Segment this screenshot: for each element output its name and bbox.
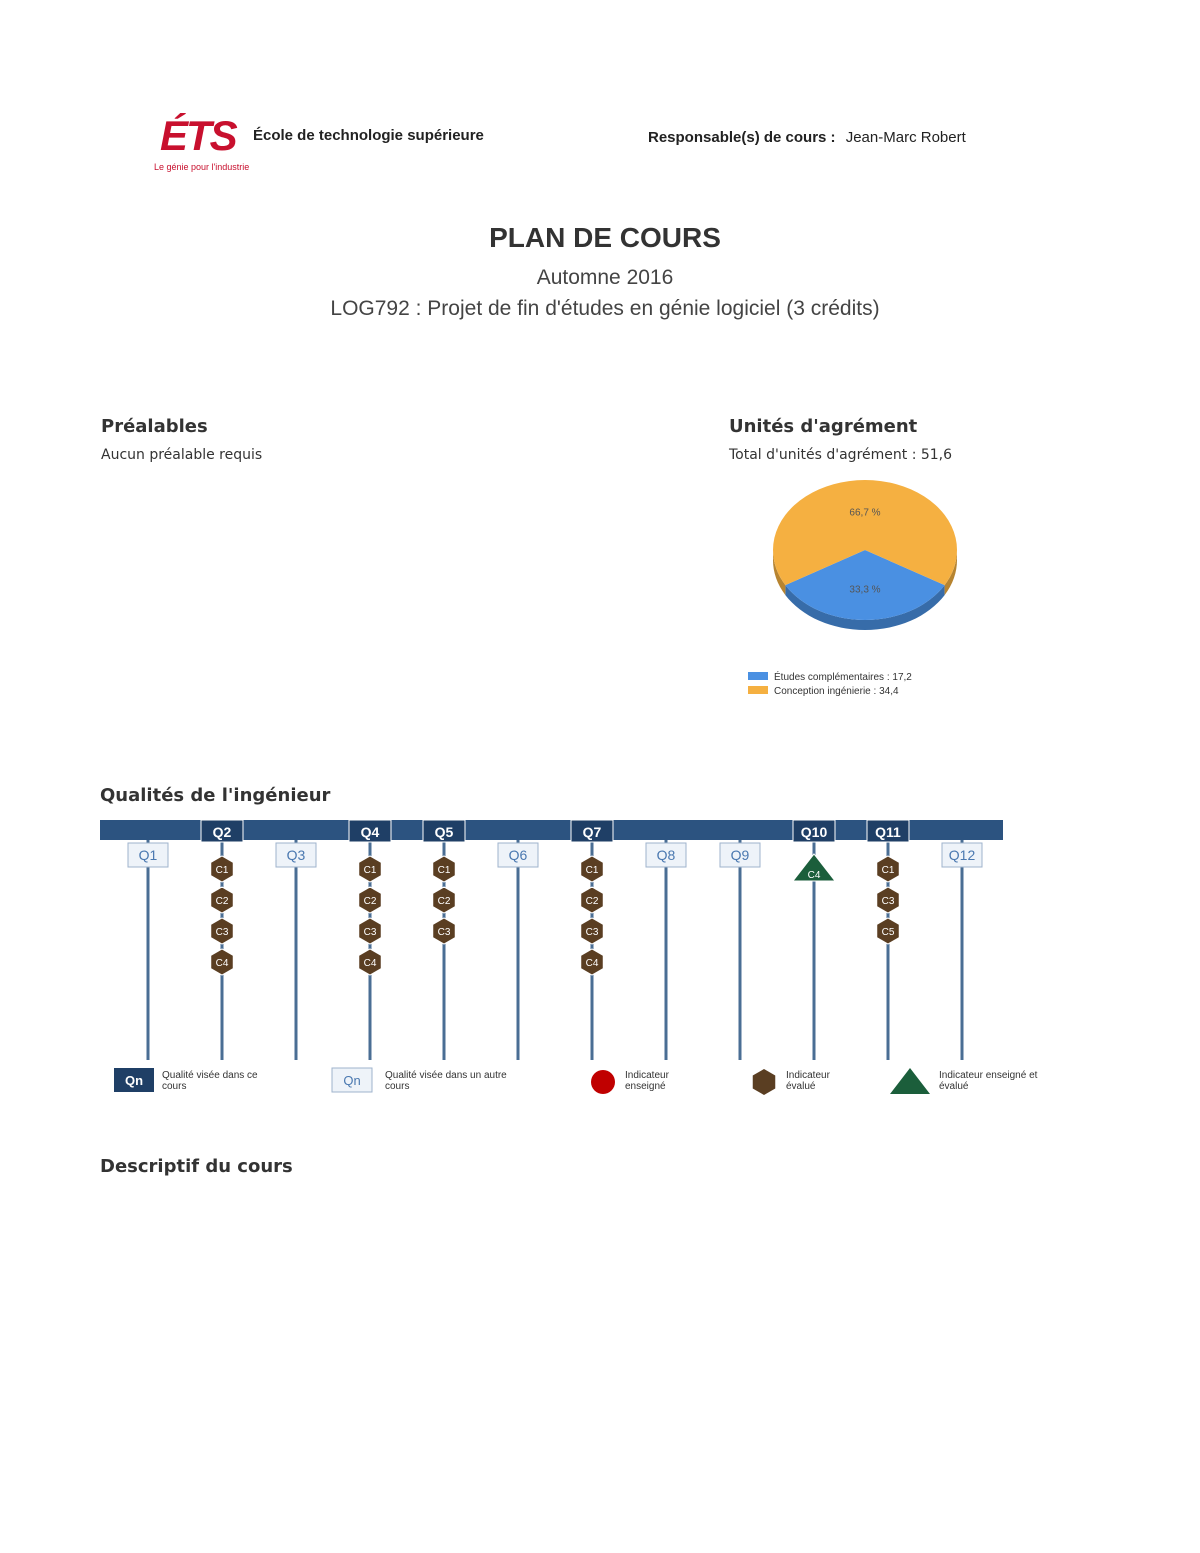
legend-targeted-text: cours <box>162 1081 187 1092</box>
quality-label: Q5 <box>434 824 454 840</box>
legend-label: Études complémentaires : 17,2 <box>774 672 912 683</box>
responsible-label: Responsable(s) de cours : <box>648 129 836 146</box>
quality-label: Q11 <box>875 824 901 840</box>
legend-label: Conception ingénierie : 34,4 <box>774 686 899 697</box>
logo-tagline: Le génie pour l'industrie <box>154 162 250 172</box>
pie-slice-label: 33,3 % <box>849 584 881 596</box>
quality-label: Q6 <box>508 847 528 863</box>
indicator-label: C2 <box>363 896 377 907</box>
indicator-label: C3 <box>585 927 599 938</box>
indicator-label: C1 <box>881 865 895 876</box>
indicator-label: C3 <box>437 927 451 938</box>
course-responsible <box>648 129 966 146</box>
indicator-label: C2 <box>585 896 599 907</box>
indicator-label: C3 <box>363 927 377 938</box>
legend-targeted-text: Qualité visée dans ce <box>162 1070 258 1081</box>
quality-label: Q4 <box>360 824 380 840</box>
indicator-label: C4 <box>585 958 599 969</box>
legend-qn: Qn <box>343 1073 361 1088</box>
prerequisites-text: Aucun préalable requis <box>101 447 263 463</box>
quality-label: Q7 <box>582 824 602 840</box>
units-heading: Unités d'agrément <box>729 416 918 437</box>
qualities-grid <box>100 820 1003 1060</box>
indicator-label: C1 <box>215 865 229 876</box>
legend-evaluated-hexagon <box>753 1069 776 1095</box>
indicator-label: C3 <box>215 927 229 938</box>
legend-other-text: Qualité visée dans un autre <box>385 1070 507 1081</box>
page-title: PLAN DE COURS <box>489 222 721 253</box>
quality-label: Q10 <box>800 824 828 840</box>
quality-label: Q8 <box>656 847 676 863</box>
quality-label: Q12 <box>948 847 976 863</box>
responsible-name: Jean-Marc Robert <box>845 129 966 146</box>
legend-taught-circle <box>591 1070 615 1094</box>
logo-text: ÉTS <box>160 112 236 159</box>
quality-label: Q9 <box>730 847 750 863</box>
qualities-legend <box>114 1068 1038 1095</box>
legend-taught-evaluated-text: évalué <box>939 1081 969 1092</box>
indicator-label: C1 <box>363 865 377 876</box>
legend-evaluated-text: évalué <box>786 1081 816 1092</box>
qualities-heading: Qualités de l'ingénieur <box>100 785 331 806</box>
units-pie-chart <box>740 470 1000 710</box>
legend-swatch <box>748 686 768 694</box>
legend-swatch <box>748 672 768 680</box>
description-heading: Descriptif du cours <box>100 1156 293 1177</box>
qualities-diagram <box>90 810 1090 1110</box>
legend-taught-text: Indicateur <box>625 1070 669 1081</box>
units-total: Total d'unités d'agrément : 51,6 <box>729 447 953 463</box>
indicator-label: C4 <box>807 870 821 881</box>
legend-taught-evaluated-triangle <box>890 1068 930 1094</box>
pie-slice-label: 66,7 % <box>849 507 881 519</box>
prerequisites-heading: Préalables <box>101 416 208 437</box>
legend-other-text: cours <box>385 1081 410 1092</box>
legend-evaluated-text: Indicateur <box>786 1070 830 1081</box>
term: Automne 2016 <box>536 266 674 289</box>
pie-group <box>773 480 957 630</box>
course-title: LOG792 : Projet de fin d'études en génie logiciel (3 crédits) <box>330 297 880 320</box>
quality-label: Q1 <box>138 847 158 863</box>
indicator-label: C2 <box>437 896 451 907</box>
indicator-label: C1 <box>585 865 599 876</box>
legend-taught-text: enseigné <box>625 1081 666 1092</box>
indicator-label: C5 <box>881 927 895 938</box>
indicator-label: C3 <box>881 896 895 907</box>
school-name: École de technologie supérieure <box>253 127 484 144</box>
legend-qn: Qn <box>124 1073 144 1088</box>
indicator-label: C4 <box>215 958 229 969</box>
pie-legend <box>748 670 912 697</box>
indicator-label: C1 <box>437 865 451 876</box>
ets-logo <box>154 110 250 172</box>
quality-label: Q2 <box>212 824 232 840</box>
indicator-label: C4 <box>363 958 377 969</box>
legend-taught-evaluated-text: Indicateur enseigné et <box>939 1070 1038 1081</box>
quality-label: Q3 <box>286 847 306 863</box>
indicator-label: C2 <box>215 896 229 907</box>
